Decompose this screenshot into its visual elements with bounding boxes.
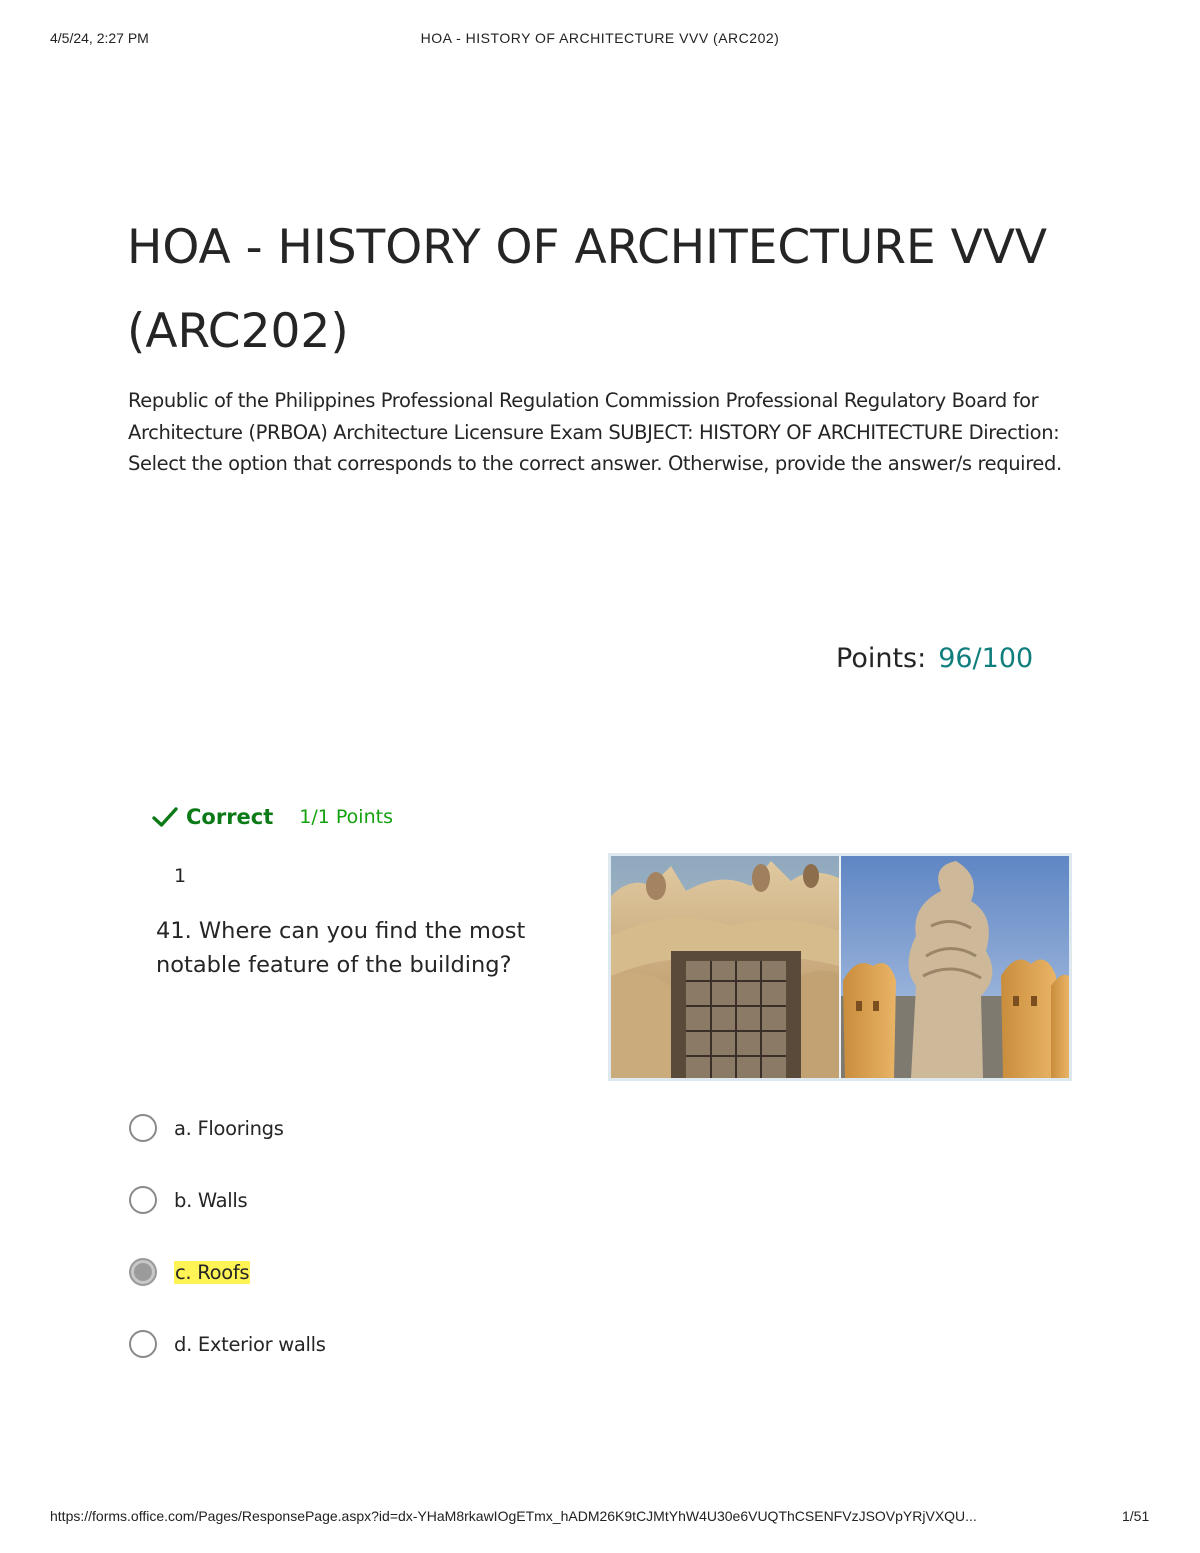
print-title: HOA - HISTORY OF ARCHITECTURE VVV (ARC202) bbox=[420, 30, 780, 46]
casa-mila-rooftop-photo bbox=[611, 856, 1069, 1078]
option-c[interactable] bbox=[129, 1255, 250, 1289]
question-status bbox=[152, 800, 393, 834]
option-d[interactable] bbox=[129, 1327, 326, 1361]
total-points bbox=[836, 643, 1033, 674]
correct-label: Correct bbox=[186, 805, 274, 829]
question-image bbox=[608, 853, 1072, 1081]
points-value: 96/100 bbox=[938, 643, 1034, 674]
question-points: 1/1 Points bbox=[299, 806, 393, 828]
option-label: b. Walls bbox=[174, 1188, 248, 1212]
print-footer bbox=[0, 1508, 1200, 1528]
option-label: d. Exterior walls bbox=[174, 1332, 326, 1356]
page-url: https://forms.office.com/Pages/ResponsePage.aspx?id=dx-YHaM8rkawIOgETmx_hADM26K9tCJMtYhW4U30e6VUQThCSENFVzJSOVpYRjVXQU... bbox=[50, 1508, 977, 1524]
option-b[interactable] bbox=[129, 1183, 247, 1217]
question-text: 41. Where can you find the most notable feature of the building? bbox=[156, 918, 526, 978]
option-label: a. Floorings bbox=[174, 1116, 284, 1140]
checkmark-icon bbox=[152, 806, 178, 828]
form-title: HOA - HISTORY OF ARCHITECTURE VVV (ARC202) bbox=[127, 220, 1048, 359]
radio-unselected-icon[interactable] bbox=[129, 1186, 157, 1214]
radio-selected-icon[interactable] bbox=[129, 1258, 157, 1286]
print-date: 4/5/24, 2:27 PM bbox=[50, 30, 149, 46]
points-label: Points: bbox=[836, 643, 927, 674]
option-a[interactable] bbox=[129, 1111, 284, 1145]
option-label-correct: c. Roofs bbox=[175, 1260, 250, 1284]
form-description: Republic of the Philippines Professional Regulation Commission Professional Regulatory Board for Architecture (PRBOA) Architecture Licensure Exam SUBJECT: HISTORY OF ARCHITECTURE Direction: Select the option that corresponds to the correct answer. Otherwise, provide the answer/s required. bbox=[128, 389, 1062, 475]
print-header bbox=[0, 30, 1200, 50]
radio-unselected-icon[interactable] bbox=[129, 1114, 157, 1142]
radio-unselected-icon[interactable] bbox=[129, 1330, 157, 1358]
page-number: 1/51 bbox=[1122, 1508, 1150, 1524]
question-number: 1 bbox=[174, 865, 187, 887]
